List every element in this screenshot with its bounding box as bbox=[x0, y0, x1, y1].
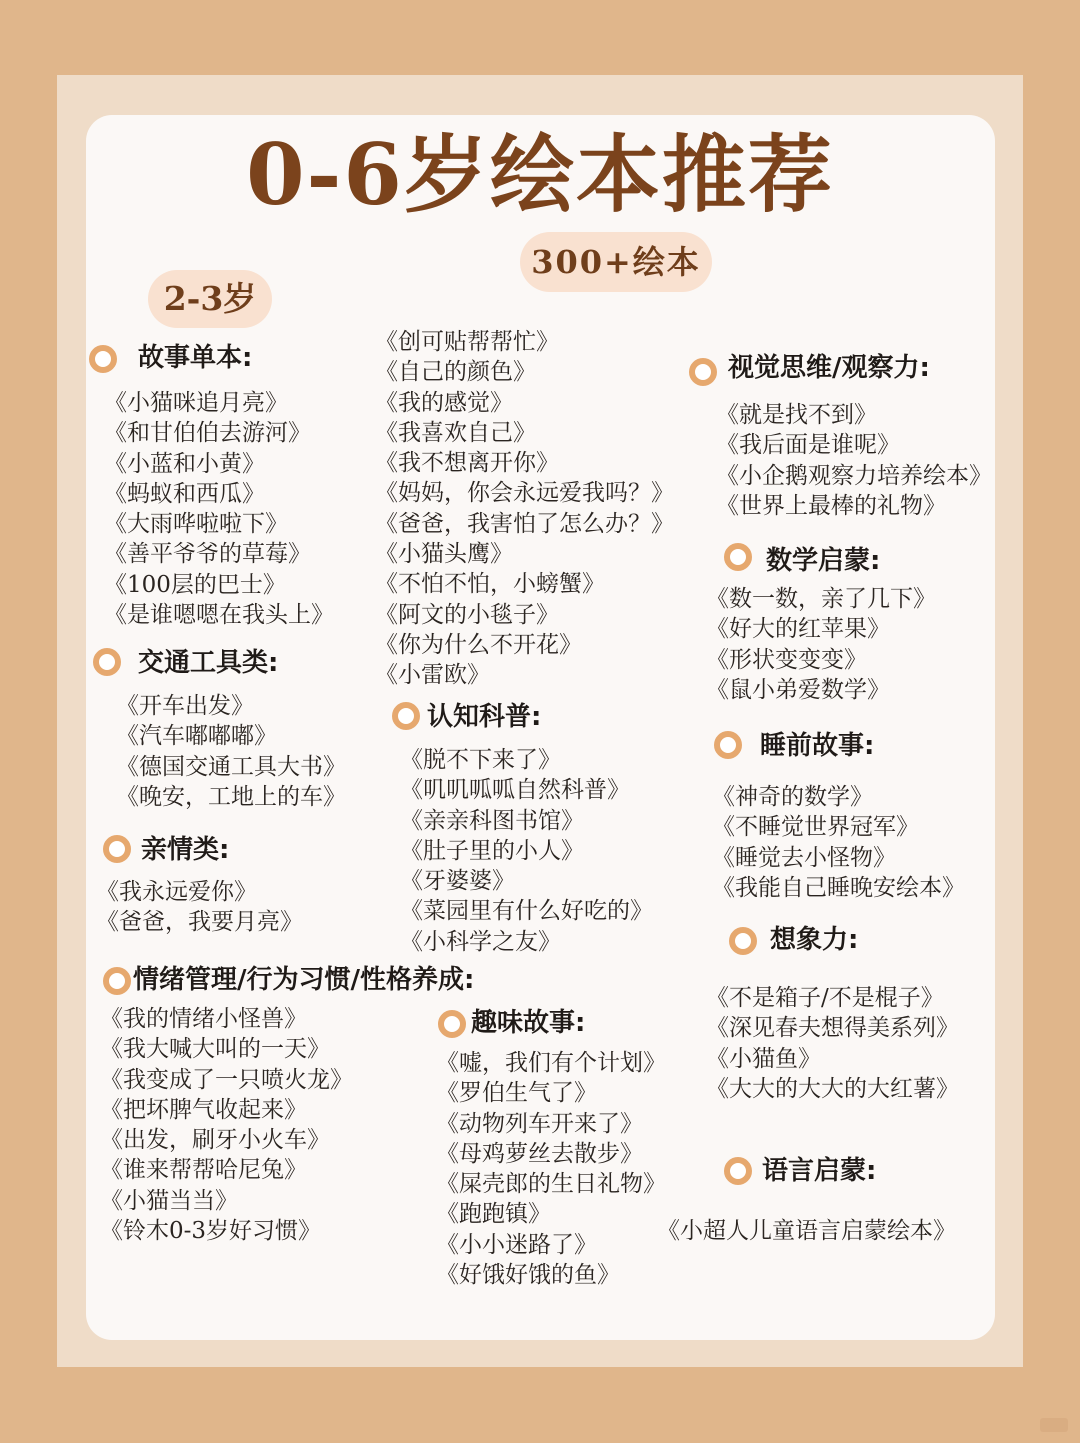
list-item: 《小小迷路了》 bbox=[436, 1231, 597, 1258]
section-title-bedtime: 睡前故事: bbox=[760, 731, 875, 761]
bullet-circle-icon bbox=[392, 702, 420, 730]
list-item: 《动物列车开来了》 bbox=[436, 1110, 643, 1137]
list-item: 《深见春夫想得美系列》 bbox=[706, 1015, 959, 1042]
list-item: 《和甘伯伯去游河》 bbox=[104, 420, 311, 447]
list-item: 《开车出发》 bbox=[116, 693, 254, 719]
list-item: 《创可贴帮帮忙》 bbox=[375, 329, 559, 355]
list-imagination bbox=[706, 983, 959, 1104]
list-item: 《跑跑镇》 bbox=[436, 1201, 551, 1228]
list-item: 《好大的红苹果》 bbox=[706, 616, 890, 643]
list-item: 《德国交通工具大书》 bbox=[116, 753, 346, 780]
list-item: 《蚂蚁和西瓜》 bbox=[104, 480, 265, 507]
section-title-story: 故事单本: bbox=[138, 343, 253, 373]
list-item: 《谁来帮帮哈尼兔》 bbox=[100, 1157, 307, 1184]
list-item: 《母鸡萝丝去散步》 bbox=[436, 1140, 643, 1167]
list-item: 《好饿好饿的鱼》 bbox=[436, 1262, 620, 1289]
list-item: 《小企鹅观察力培养绘本》 bbox=[716, 462, 992, 489]
bullet-circle-icon bbox=[724, 1157, 752, 1185]
section-title-visual: 视觉思维/观察力: bbox=[728, 353, 930, 383]
list-visual bbox=[716, 400, 992, 521]
bullet-circle-icon bbox=[103, 967, 131, 995]
list-item: 《小猫当当》 bbox=[100, 1187, 238, 1214]
section-title-language: 语言启蒙: bbox=[762, 1156, 877, 1186]
list-item: 《我喜欢自己》 bbox=[375, 419, 536, 446]
list-item: 《善平爷爷的草莓》 bbox=[104, 541, 311, 568]
list-item: 《菜园里有什么好吃的》 bbox=[400, 898, 653, 925]
list-item: 《数一数，亲了几下》 bbox=[706, 586, 936, 612]
list-item: 《爸爸，我害怕了怎么办？》 bbox=[375, 510, 674, 537]
list-item: 《我能自己睡晚安绘本》 bbox=[712, 874, 965, 901]
list-item: 《你为什么不开花》 bbox=[375, 631, 582, 658]
bullet-circle-icon bbox=[438, 1010, 466, 1038]
list-story bbox=[104, 388, 334, 630]
list-item: 《小科学之友》 bbox=[400, 928, 561, 955]
list-item: 《嘘，我们有个计划》 bbox=[436, 1050, 666, 1076]
list-family bbox=[96, 877, 303, 938]
list-item: 《大大的大大的大红薯》 bbox=[706, 1075, 959, 1102]
list-fun bbox=[436, 1048, 666, 1290]
list-item: 《小超人儿童语言启蒙绘本》 bbox=[657, 1218, 956, 1244]
list-item: 《铃木0-3岁好习惯》 bbox=[100, 1218, 322, 1245]
list-item: 《我变成了一只喷火龙》 bbox=[100, 1066, 353, 1093]
section-title-math: 数学启蒙: bbox=[766, 546, 881, 576]
list-item: 《把坏脾气收起来》 bbox=[100, 1096, 307, 1123]
list-item: 《神奇的数学》 bbox=[712, 784, 873, 810]
book-count-badge: 300+绘本 bbox=[520, 232, 712, 292]
bullet-circle-icon bbox=[689, 358, 717, 386]
watermark bbox=[1040, 1418, 1068, 1432]
bullet-circle-icon bbox=[724, 543, 752, 571]
list-item: 《大雨哗啦啦下》 bbox=[104, 511, 288, 538]
list-item: 《我的感觉》 bbox=[375, 389, 513, 416]
list-math bbox=[706, 584, 936, 705]
list-bedtime bbox=[712, 782, 965, 903]
bullet-circle-icon bbox=[103, 835, 131, 863]
list-item: 《妈妈，你会永远爱我吗？》 bbox=[375, 480, 674, 507]
list-item: 《自己的颜色》 bbox=[375, 359, 536, 386]
list-item: 《我不想离开你》 bbox=[375, 450, 559, 477]
section-title-emotion: 情绪管理/行为习惯/性格养成: bbox=[133, 965, 475, 995]
list-item: 《100层的巴士》 bbox=[104, 571, 286, 598]
section-title-traffic: 交通工具类: bbox=[138, 648, 279, 678]
page-title: 0-6岁绘本推荐 bbox=[246, 125, 834, 224]
list-item: 《小雷欧》 bbox=[375, 662, 490, 689]
list-item: 《小猫咪追月亮》 bbox=[104, 390, 288, 416]
list-item: 《睡觉去小怪物》 bbox=[712, 844, 896, 871]
section-title-cognition: 认知科普: bbox=[427, 702, 542, 732]
section-title-imagination: 想象力: bbox=[770, 925, 859, 955]
list-cognition bbox=[400, 745, 653, 957]
list-item: 《小猫头鹰》 bbox=[375, 541, 513, 568]
list-item: 《形状变变变》 bbox=[706, 646, 867, 673]
section-title-family: 亲情类: bbox=[141, 835, 230, 865]
list-item: 《汽车嘟嘟嘟》 bbox=[116, 723, 277, 750]
list-item: 《亲亲科图书馆》 bbox=[400, 807, 584, 834]
list-item: 《出发，刷牙小火车》 bbox=[100, 1127, 330, 1154]
list-item: 《牙婆婆》 bbox=[400, 868, 515, 895]
list-item: 《肚子里的小人》 bbox=[400, 837, 584, 864]
list-item: 《脱不下来了》 bbox=[400, 747, 561, 773]
list-item: 《我永远爱你》 bbox=[96, 879, 257, 905]
list-item: 《叽叽呱呱自然科普》 bbox=[400, 777, 630, 804]
list-item: 《晚安，工地上的车》 bbox=[116, 783, 346, 810]
list-language bbox=[657, 1216, 956, 1246]
list-item: 《爸爸，我要月亮》 bbox=[96, 909, 303, 936]
list-item: 《世界上最棒的礼物》 bbox=[716, 492, 946, 519]
list-traffic bbox=[116, 691, 346, 812]
list-emotion bbox=[100, 1004, 353, 1246]
bullet-circle-icon bbox=[93, 648, 121, 676]
list-item: 《罗伯生气了》 bbox=[436, 1080, 597, 1107]
list-item: 《鼠小弟爱数学》 bbox=[706, 676, 890, 703]
bullet-circle-icon bbox=[714, 731, 742, 759]
list-item: 《不怕不怕，小螃蟹》 bbox=[375, 571, 605, 598]
list-item: 《不是箱子/不是棍子》 bbox=[706, 985, 944, 1011]
list-item: 《不睡觉世界冠军》 bbox=[712, 814, 919, 841]
list-item: 《是谁嗯嗯在我头上》 bbox=[104, 602, 334, 629]
section-title-fun: 趣味故事: bbox=[471, 1008, 586, 1038]
list-item: 《屎壳郎的生日礼物》 bbox=[436, 1171, 666, 1198]
bullet-circle-icon bbox=[729, 927, 757, 955]
bullet-circle-icon bbox=[89, 345, 117, 373]
list-item: 《小猫鱼》 bbox=[706, 1045, 821, 1072]
list-emotion-books bbox=[375, 327, 674, 691]
age-badge: 2-3岁 bbox=[148, 270, 272, 328]
list-item: 《我的情绪小怪兽》 bbox=[100, 1006, 307, 1032]
list-item: 《我大喊大叫的一天》 bbox=[100, 1036, 330, 1063]
list-item: 《就是找不到》 bbox=[716, 402, 877, 428]
list-item: 《我后面是谁呢》 bbox=[716, 432, 900, 459]
list-item: 《阿文的小毯子》 bbox=[375, 601, 559, 628]
list-item: 《小蓝和小黄》 bbox=[104, 450, 265, 477]
